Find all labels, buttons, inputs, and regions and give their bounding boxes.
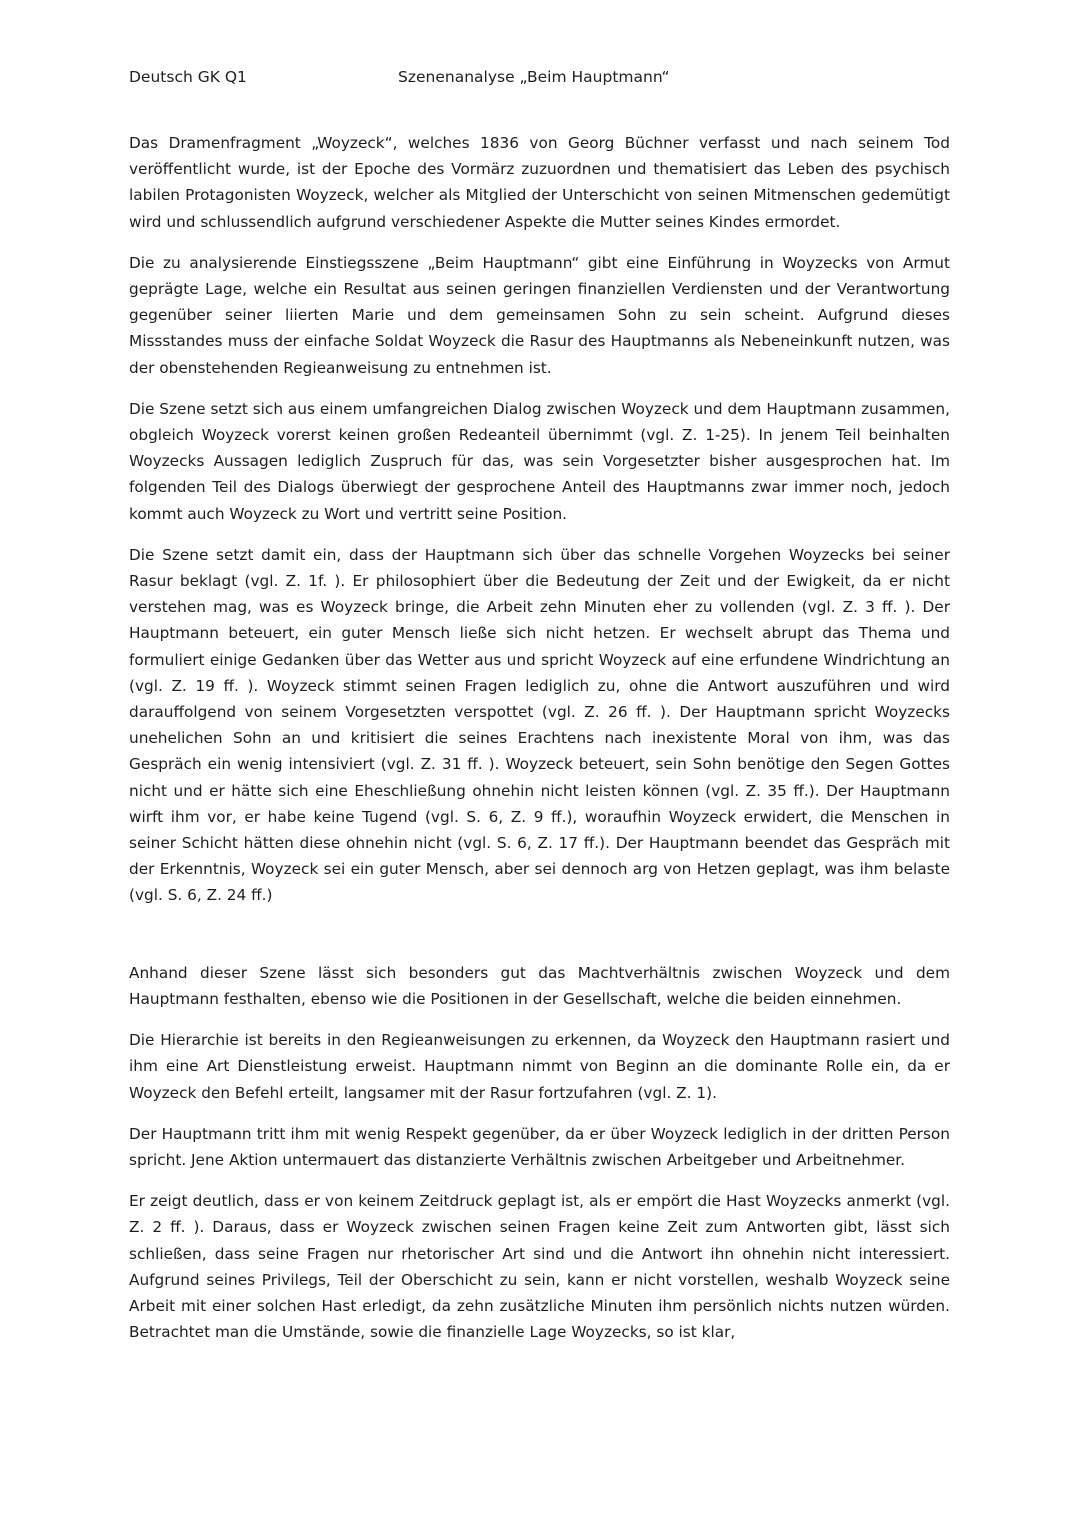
paragraph-respect: Der Hauptmann tritt ihm mit wenig Respekt gegenüber, da er über Woyzeck lediglich in der dritten Person spricht. Jene Aktion untermauert das distanzierte Verhältnis zwischen Arbeitgeber und Arbeitnehmer.: [129, 1124, 950, 1169]
paragraph-time-pressure: Er zeigt deutlich, dass er von keinem Zeitdruck geplagt ist, als er empört die Hast Woyzecks anmerkt (vgl. Z. 2 ff. ). Daraus, dass er Woyzeck zwischen seinen Fragen keine Zeit zum Antworten gibt, lässt sich schließen, dass seine Fragen nur rhetorischer Art sind und die Antwort ihn ohnehin nicht interessiert. Aufgrund seines Privilegs, Teil der Oberschicht zu sein, kann er nicht vorstellen, weshalb Woyzeck seine Arbeit mit einer solchen Hast erledigt, da zehn zusätzliche Minuten ihm persönlich nichts nutzen würden. Betrachtet man die Umstände, sowie die finanzielle Lage Woyzecks, so ist klar,: [129, 1192, 950, 1342]
paragraph-power-relation: Anhand dieser Szene lässt sich besonders gut das Machtverhältnis zwischen Woyzeck und dem Hauptmann festhalten, ebenso wie die Positionen in der Gesellschaft, welche die beiden einnehmen.: [129, 963, 950, 1008]
course-label: Deutsch GK Q1: [129, 68, 247, 86]
document-body: [129, 130, 950, 1360]
paragraph-hierarchy: Die Hierarchie ist bereits in den Regieanweisungen zu erkennen, da Woyzeck den Hauptmann rasiert und ihm eine Art Dienstleistung erweist. Hauptmann nimmt von Beginn an die dominante Rolle ein, da er Woyzeck den Befehl erteilt, langsamer mit der Rasur fortzufahren (vgl. Z. 1).: [129, 1031, 950, 1102]
paragraph-scene-context: Die zu analysierende Einstiegsszene „Beim Hauptmann“ gibt eine Einführung in Woyzecks von Armut geprägte Lage, welche ein Resultat aus seinen geringen finanziellen Verdiensten und der Verantwortung gegenüber seiner liierten Marie und dem gemeinsamen Sohn zu sein scheint. Aufgrund dieses Missstandes muss der einfache Soldat Woyzeck die Rasur des Hauptmanns als Nebeneinkunft nutzen, was der obenstehenden Regieanweisung zu entnehmen ist.: [129, 253, 950, 377]
page-header: [129, 66, 950, 90]
document-title: Szenenanalyse „Beim Hauptmann“: [398, 68, 670, 86]
paragraph-dialog-structure: Die Szene setzt sich aus einem umfangreichen Dialog zwischen Woyzeck und dem Hauptmann zusammen, obgleich Woyzeck vorerst keinen großen Redeanteil übernimmt (vgl. Z. 1-25). In jenem Teil beinhalten Woyzecks Aussagen lediglich Zuspruch für das, was sein Vorgesetzter bisher ausgesprochen hat. Im folgenden Teil des Dialogs überwiegt der gesprochene Anteil des Hauptmanns zwar immer noch, jedoch kommt auch Woyzeck zu Wort und vertritt seine Position.: [129, 399, 950, 523]
paragraph-scene-summary: Die Szene setzt damit ein, dass der Hauptmann sich über das schnelle Vorgehen Woyzecks bei seiner Rasur beklagt (vgl. Z. 1f. ). Er philosophiert über die Bedeutung der Zeit und der Ewigkeit, da er nicht verstehen mag, was es Woyzeck bringe, die Arbeit zehn Minuten eher zu vollenden (vgl. Z. 3 ff. ). Der Hauptmann beteuert, ein guter Mensch ließe sich nicht hetzen. Er wechselt abrupt das Thema und formuliert einige Gedanken über das Wetter aus und spricht Woyzeck auf eine erfundene Windrichtung an (vgl. Z. 19 ff. ). Woyzeck stimmt seinen Fragen lediglich zu, ohne die Antwort auszuführen und wird darauffolgend von seinem Vorgesetzten verspottet (vgl. Z. 26 ff. ). Der Hauptmann spricht Woyzecks unehelichen Sohn an und kritisiert die seines Erachtens nach inexistente Moral von ihm, was das Gespräch ein wenig intensiviert (vgl. Z. 31 ff. ). Woyzeck beteuert, sein Sohn benötige den Segen Gottes nicht und er hätte sich eine Eheschließung ohnehin nicht leisten können (vgl. Z. 35 ff.). Der Hauptmann wirft ihm vor, er habe keine Tugend (vgl. S. 6, Z. 9 ff.), woraufhin Woyzeck erwidert, die Menschen in seiner Schicht hätten diese ohnehin nicht (vgl. S. 6, Z. 17 ff.). Der Hauptmann beendet das Gespräch mit der Erkenntnis, Woyzeck sei ein guter Mensch, aber sei dennoch arg von Hetzen geplagt, was ihm belaste (vgl. S. 6, Z. 24 ff.): [129, 545, 950, 905]
paragraph-intro: Das Dramenfragment „Woyzeck“, welches 1836 von Georg Büchner verfasst und nach seinem Tod veröffentlicht wurde, ist der Epoche des Vormärz zuzuordnen und thematisiert das Leben des psychisch labilen Protagonisten Woyzeck, welcher als Mitglied der Unterschicht von seinen Mitmenschen gedemütigt wird und schlussendlich aufgrund verschiedener Aspekte die Mutter seines Kindes ermordet.: [129, 134, 950, 231]
